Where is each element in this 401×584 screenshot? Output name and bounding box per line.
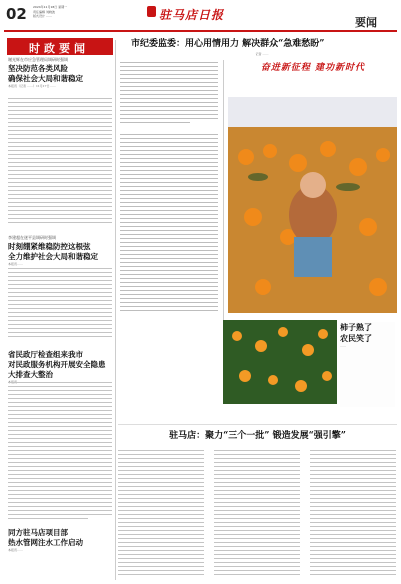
feature-banner-text: 奋进新征程 建功新时代 <box>260 63 366 73</box>
column-label-band <box>7 38 113 55</box>
lead-article <box>131 38 393 56</box>
column-divider <box>115 40 116 580</box>
page-number: 02 <box>6 5 27 23</box>
dateline-date: 2024年11月18日 星期一 <box>33 5 68 9</box>
article-1-body: 本报讯（记者 ……）11月17日…… <box>8 84 56 89</box>
left-column-text <box>8 98 112 528</box>
feature-banner <box>230 60 396 78</box>
section-label: 要闻 <box>355 16 377 29</box>
article-1 <box>8 58 112 89</box>
dateline-editor: 责任编辑 刘晓波 <box>33 9 55 14</box>
bottom-article <box>118 430 397 442</box>
bottom-body-text <box>118 450 397 580</box>
orchard-photo-illustration <box>223 320 337 404</box>
dateline <box>33 5 67 19</box>
lead-body-text <box>118 62 222 320</box>
dateline-designer: 版式设计 …… <box>33 14 52 19</box>
lead-byline: 记者 …… <box>255 52 269 56</box>
logo-icon <box>147 6 156 17</box>
photo-caption-title: 柿子熟了 农民笑了 <box>340 322 372 343</box>
lead-title: 市纪委监委：用心用情用力 解决群众“急难愁盼” <box>131 39 325 49</box>
article-4-title: 同方驻马店项目部 热水管网注水工作启动 <box>8 528 83 547</box>
article-2-kicker: 李建超在遂平县调研时强调 <box>8 235 56 240</box>
column-divider <box>223 60 224 320</box>
column-label: 时政要闻 <box>29 42 89 55</box>
photo-caption-body: …… <box>340 344 346 348</box>
article-4-body: 本报讯…… <box>8 548 24 552</box>
bottom-title: 驻马店：聚力“三个一批” 锻造发展“强引擎” <box>169 431 346 441</box>
article-2-title: 时刻绷紧维稳防控这根弦 全力维护社会大局和谐稳定 <box>8 242 98 262</box>
article-2-body: 本报讯…… <box>8 262 24 267</box>
persimmon-photo <box>228 97 397 313</box>
article-1-kicker: 谢光辉在市应急管理局调研时强调 <box>8 57 68 62</box>
newspaper-name: 驻马店日报 <box>159 8 225 22</box>
article-1-title: 坚决防范各类风险 确保社会大局和谐稳定 <box>8 64 83 84</box>
orchard-photo <box>223 320 337 404</box>
bottom-divider <box>118 424 397 425</box>
persimmon-photo-illustration <box>228 97 397 313</box>
article-3-title: 省民政厅检查组来我市 对民政服务机构开展安全隐患 大排查大整治 <box>8 350 106 379</box>
photo-caption <box>340 322 395 407</box>
newspaper-logo <box>147 4 257 22</box>
article-4 <box>8 528 112 552</box>
